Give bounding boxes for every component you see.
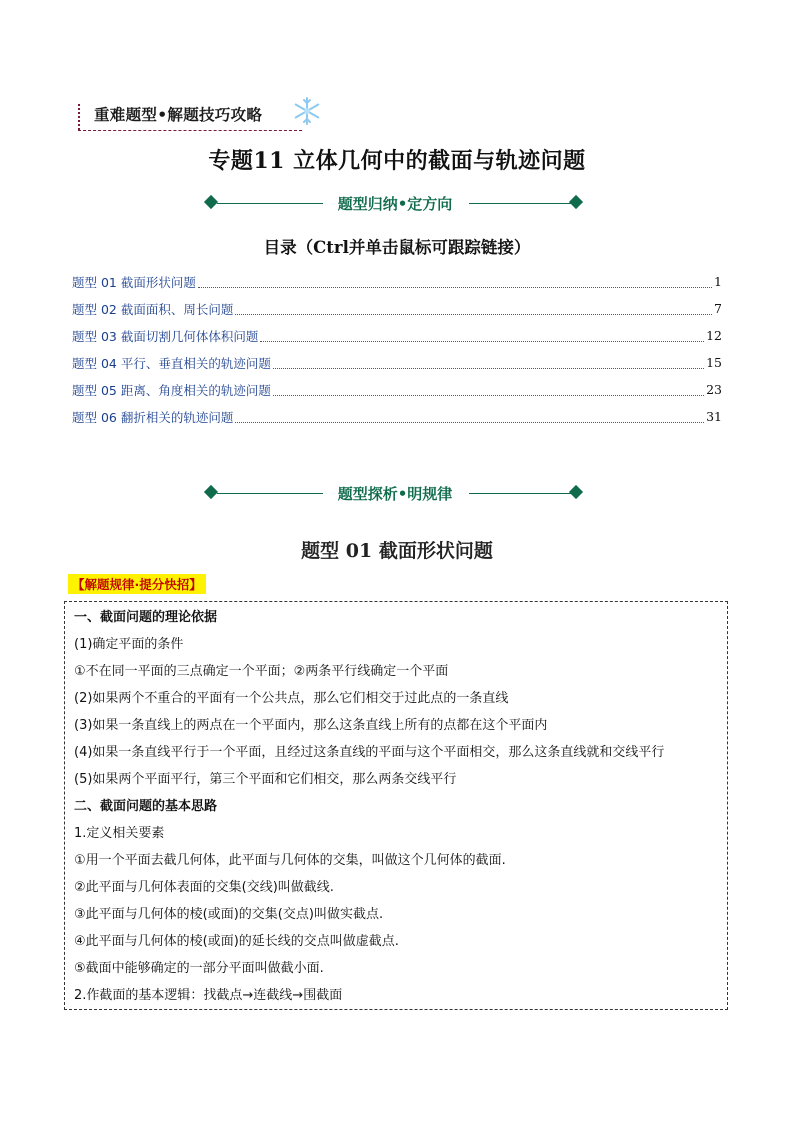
toc-link-6[interactable] bbox=[72, 403, 722, 430]
header-tag bbox=[78, 100, 304, 134]
toc-link-4[interactable] bbox=[72, 349, 722, 376]
rules-box bbox=[64, 601, 728, 1010]
text-line: ①不在同一平面的三点确定一个平面；②两条平行线确定一个平面 bbox=[74, 664, 449, 679]
text-line: (3)如果一条直线上的两点在一个平面内，那么这条直线上所有的点都在这个平面内 bbox=[74, 718, 548, 733]
toc-leader bbox=[260, 329, 704, 342]
text-line: 1.定义相关要素 bbox=[74, 826, 165, 841]
toc-link-2[interactable] bbox=[72, 295, 722, 322]
table-of-contents bbox=[72, 268, 722, 430]
toc-label: 题型 03 截面切割几何体体积问题 bbox=[72, 328, 259, 344]
header-dashed-rule bbox=[78, 130, 302, 131]
banner-text: 题型归纳•定方向 bbox=[337, 195, 453, 213]
text-line: ②此平面与几何体表面的交集(交线)叫做截线. bbox=[74, 880, 334, 895]
document-title: 专题11 立体几何中的截面与轨迹问题 bbox=[208, 148, 586, 174]
toc-label: 题型 01 截面形状问题 bbox=[72, 274, 196, 290]
toc-link-5[interactable] bbox=[72, 376, 722, 403]
banner-text: 题型探析•明规律 bbox=[337, 485, 453, 503]
toc-page: 15 bbox=[706, 355, 722, 370]
text-line: (5)如果两个平面平行，第三个平面和它们相交，那么两条交线平行 bbox=[74, 772, 457, 787]
text-line: (4)如果一条直线平行于一个平面，且经过这条直线的平面与这个平面相交，那么这条直线就和交线平行 bbox=[74, 745, 665, 760]
text-line: (1)确定平面的条件 bbox=[74, 637, 184, 652]
toc-page: 7 bbox=[714, 301, 722, 316]
banner-line-right bbox=[469, 493, 573, 494]
toc-page: 1 bbox=[714, 274, 722, 289]
text-line: ⑤截面中能够确定的一部分平面叫做截小面. bbox=[74, 961, 324, 976]
toc-link-3[interactable] bbox=[72, 322, 722, 349]
toc-leader bbox=[198, 275, 712, 288]
banner-line-right bbox=[469, 203, 573, 204]
toc-title: 目录（Ctrl并单击鼠标可跟踪链接） bbox=[263, 238, 531, 257]
snowflake-icon bbox=[292, 96, 322, 126]
toc-leader bbox=[235, 410, 704, 423]
toc-page: 31 bbox=[706, 409, 722, 424]
toc-leader bbox=[235, 302, 712, 315]
heading-line: 一、截面问题的理论依据 bbox=[74, 610, 218, 625]
text-line: ④此平面与几何体的棱(或面)的延长线的交点叫做虚截点. bbox=[74, 934, 399, 949]
toc-leader bbox=[273, 383, 704, 396]
section-title: 题型 01 截面形状问题 bbox=[301, 540, 493, 562]
header-tag-label: 重难题型•解题技巧攻略 bbox=[94, 106, 263, 124]
toc-label: 题型 06 翻折相关的轨迹问题 bbox=[72, 409, 234, 425]
text-line: ③此平面与几何体的棱(或面)的交集(交点)叫做实截点. bbox=[74, 907, 384, 922]
text-line: (2)如果两个不重合的平面有一个公共点，那么它们相交于过此点的一条直线 bbox=[74, 691, 509, 706]
heading-line: 二、截面问题的基本思路 bbox=[74, 799, 218, 814]
toc-label: 题型 02 截面面积、周长问题 bbox=[72, 301, 234, 317]
text-line: ①用一个平面去截几何体，此平面与几何体的交集，叫做这个几何体的截面. bbox=[74, 853, 506, 868]
header-vertical-rule bbox=[78, 104, 80, 130]
toc-label: 题型 05 距离、角度相关的轨迹问题 bbox=[72, 382, 271, 398]
toc-leader bbox=[273, 356, 704, 369]
tip-label: 【解题规律·提分快招】 bbox=[68, 574, 206, 594]
toc-label: 题型 04 平行、垂直相关的轨迹问题 bbox=[72, 355, 271, 371]
toc-link-1[interactable] bbox=[72, 268, 722, 295]
text-line: 2.作截面的基本逻辑：找截点→连截线→围截面 bbox=[74, 988, 343, 1003]
section-banner-analysis bbox=[203, 483, 587, 505]
toc-page: 23 bbox=[706, 382, 722, 397]
toc-page: 12 bbox=[706, 328, 722, 343]
section-banner-induction bbox=[203, 193, 587, 215]
